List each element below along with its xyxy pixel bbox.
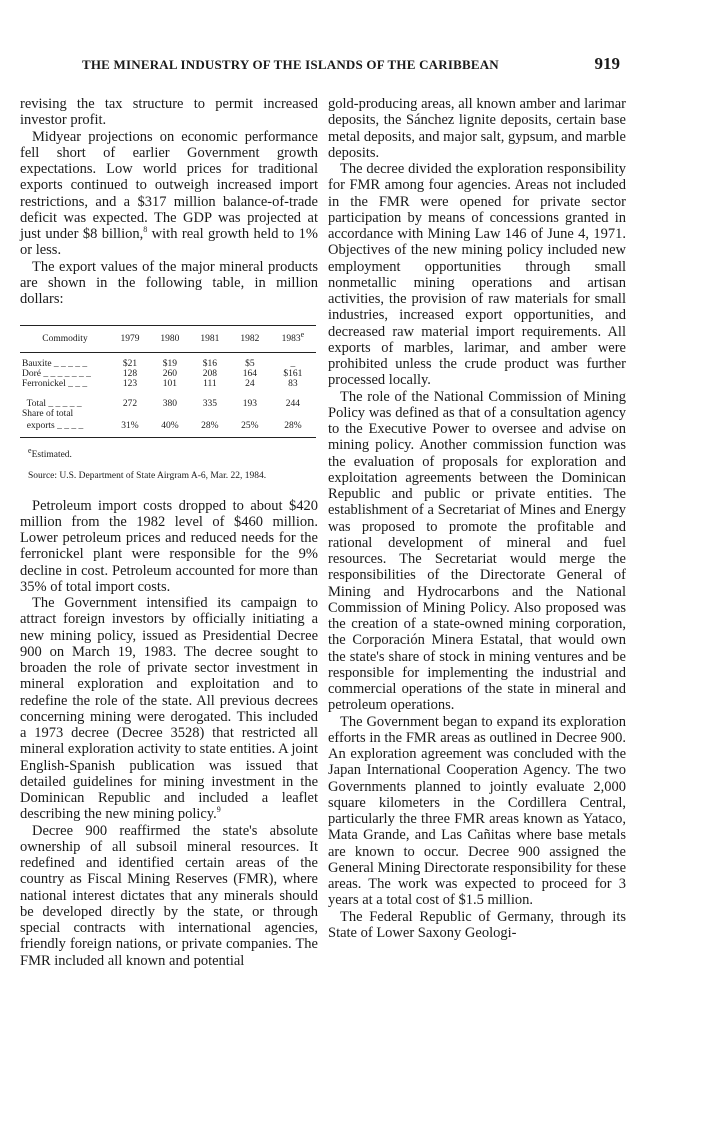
table-cell: 123	[122, 378, 138, 389]
table-cell: 28%	[270, 419, 316, 438]
table-cell: $16	[202, 358, 217, 369]
table-cell: 40%	[150, 419, 190, 438]
table-total-row	[20, 389, 316, 409]
paragraph: The Government intensified its campaign to attract foreign investors by officially initiating a new mining policy, issued as Presidential Decree 900 on March 19, 1983. The decree sought to broaden the role of private sector investment in mineral exploration and exploitation and to redefine the role of the state. All previous decrees concerning mining were derogated. This included a 1973 decree (Decree 3528) that restricted all mineral exploration activity to state entities. A joint English-Spanish publication was issued that detailed guidelines for mining investment in the Dominican Republic and included a leaflet describing the new mining policy.$^9$	[20, 595, 318, 823]
column-header: 1982	[230, 326, 270, 352]
table-cell: 193	[242, 398, 257, 409]
column-header: 1980	[150, 326, 190, 352]
paragraph: Decree 900 reaffirmed the state's absolute ownership of all subsoil mineral resources. It redefined and identified certain areas of the country as Fiscal Mining Reserves (FMR), where national interest dictates that any minerals should be developed directly by the state, or through special contracts with international agencies, friendly foreign nations, or private companies. The FMR included all known and potential	[20, 822, 318, 969]
table-row	[20, 352, 316, 369]
table-cell: Total _ _ _ _ _	[22, 398, 82, 409]
table-cell: 111	[203, 378, 217, 389]
footnote-reference[interactable]: 8	[143, 225, 148, 235]
table-cell: 208	[202, 368, 217, 379]
table-cell: 128	[122, 368, 138, 379]
paragraph: revising the tax structure to permit increased investor profit.	[20, 96, 318, 129]
table-cell: 244	[285, 398, 301, 409]
table-cell: 101	[162, 378, 178, 389]
table-header-row	[20, 326, 316, 352]
paragraph: The decree divided the exploration responsibility for FMR among four agencies. Areas not included in the FMR were opened for private sector participation by means of concessions granted in accordance with Mining Law 146 of June 4, 1971. Objectives of the new mining policy included new employment opportunities through small nonmetallic mining operations and artisan activities, the provision of raw materials for small industries, increased export opportunities, and decreased raw material import requirements. All exports of marbles, larimar, and amber were prohibited unless the crude product was further processed locally.	[328, 161, 626, 389]
column-header: 1981	[190, 326, 230, 352]
table-share-row	[20, 419, 316, 438]
table-cell: Share of total	[22, 408, 74, 419]
table-cell: Bauxite _ _ _ _ _	[22, 358, 88, 369]
page-number: 919	[594, 54, 620, 73]
table-footnote: $^e$Estimated.	[28, 445, 72, 460]
table-cell: 31%	[110, 419, 150, 438]
right-column	[328, 96, 626, 941]
table-row	[20, 409, 316, 419]
table-cell: 24	[245, 378, 255, 389]
paragraph: The Government began to expand its exploration efforts in the FMR areas as outlined in Decree 900. An exploration agreement was concluded with the Japan International Cooperation Agency. The two Governments planned to jointly evaluate 2,000 square kilometers in the Cordillera Central, particularly the three FMR areas known as Yataco, Mata Grande, and Las Cañitas where base metals are known to occur. Decree 900 assigned the General Mining Directorate responsibility for these areas. The work was expected to proceed for 3 years at a total cost of $1.5 million.	[328, 713, 626, 909]
table-cell: $161	[283, 368, 303, 379]
table-cell: 335	[202, 398, 217, 409]
column-header: 1979	[110, 326, 150, 352]
table-cell: exports _ _ _ _	[20, 419, 110, 438]
paragraph: gold-producing areas, all known amber and larimar deposits, the Sánchez lignite deposits, certain base metal deposits, and major salt, gypsum, and marble deposits.	[328, 96, 626, 161]
column-header: 1983e	[270, 326, 316, 352]
paragraph: Petroleum import costs dropped to about $420 million from the 1982 level of $460 million. Lower petroleum prices and reduced needs for the ferronickel plant were responsible for the 9% decline in cost. Petroleum accounted for more than 35% of total import costs.	[20, 497, 318, 595]
table-cell: 260	[162, 368, 178, 379]
table-cell: Doré _ _ _ _ _ _ _	[22, 368, 91, 379]
table-cell: 28%	[190, 419, 230, 438]
table-cell: $5	[245, 358, 255, 369]
left-column	[20, 96, 318, 969]
table-row	[20, 369, 316, 379]
table-cell: 83	[288, 378, 298, 389]
table-cell: Ferronickel _ _ _	[22, 378, 88, 389]
column-header: Commodity	[20, 326, 110, 352]
table-cell: 25%	[230, 419, 270, 438]
running-header	[20, 54, 620, 76]
table-cell: 380	[162, 398, 178, 409]
mineral-exports-table	[20, 325, 316, 437]
table-cell: 272	[122, 398, 138, 409]
table-cell: _	[290, 358, 296, 369]
running-title: THE MINERAL INDUSTRY OF THE ISLANDS OF THE CARIBBEAN	[82, 57, 499, 72]
paragraph: The role of the National Commission of Mining Policy was defined as that of a consultation agency to the Executive Power to oversee and advise on mining policy. Another commission function was the evaluation of proposals for exploration and exploitation agreements between the Dominican Republic and public or private entities. The establishment of a Secretariat of Mines and Energy was proposed to promote the profitable and rational development of mineral and fuel resources. The Secretariat would merge the responsibilities of the Directorate General of Mining and Hydrocarbons and the National Commission of Mining Policy. Also proposed was the creation of a state-owned mining corporation, the Corporación Minera Estatal, that would own the state's share of stock in mining ventures and be responsible for implementing the industrial and commercial operations of the state in mineral and petroleum operations.	[328, 388, 626, 714]
table-cell: $19	[162, 358, 178, 369]
footnote-reference[interactable]: 9	[216, 805, 221, 815]
paragraph: The export values of the major mineral products are shown in the following table, in million dollars:	[20, 258, 318, 307]
paragraph: Midyear projections on economic performance fell short of earlier Government growth expectations. Low world prices for traditional exports continued to outweigh increased import restrictions, and a $317 million balance-of-trade deficit was expected. The GDP was projected at just under $8 billion,$^8$ with real growth held to 1% or less.	[20, 128, 318, 259]
paragraph: The Federal Republic of Germany, through its State of Lower Saxony Geologi-	[328, 908, 626, 941]
table-row	[20, 379, 316, 389]
table-cell: 164	[242, 368, 257, 379]
table-cell: $21	[122, 358, 138, 369]
table-source: Source: U.S. Department of State Airgram A-6, Mar. 22, 1984.	[28, 470, 267, 481]
